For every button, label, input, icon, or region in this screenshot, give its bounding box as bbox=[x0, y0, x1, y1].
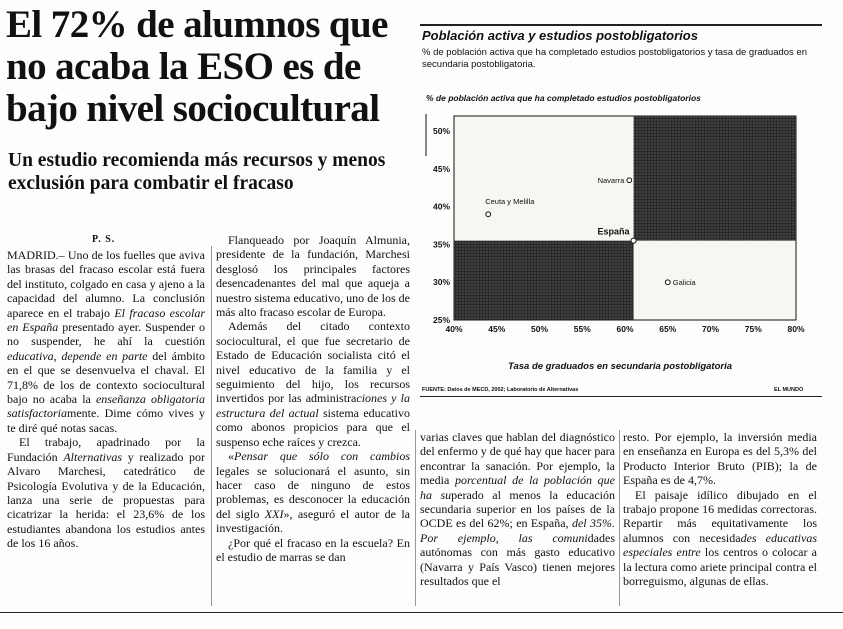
x-tick-label: 55% bbox=[573, 324, 591, 334]
italic-run: educativa, depende en parte bbox=[7, 348, 148, 363]
paragraph: Flanqueado por Joaquín Almunia, presidente de la fundación, Marchesi desglosó los principales factores desencadenantes del mal que aqueja a nuestro sistema educativo, uno de los de más alto fracaso escolar de Europa. bbox=[216, 233, 410, 320]
y-tick-label: 35% bbox=[432, 239, 450, 250]
italic-run: porcentual de la población que ha su bbox=[420, 473, 615, 502]
headline: El 72% de alumnos que no acaba la ESO es de bajo nivel sociocultural bbox=[6, 3, 388, 130]
x-tick-label: 50% bbox=[530, 324, 549, 334]
text-run: los centros o colocar a la lectura como ariete principal contra el borreguismo, algunas de ellas. bbox=[623, 545, 817, 589]
text-run: « bbox=[228, 449, 234, 464]
y-tick-label: 50% bbox=[432, 126, 450, 137]
paragraph bbox=[216, 449, 410, 535]
graphic-top-rule bbox=[420, 24, 822, 26]
graphic-bottom-rule bbox=[420, 396, 822, 397]
shaded-quadrant-top-right bbox=[634, 116, 796, 241]
text-run: mente. Dime cómo vives y te diré qué notas sacas. bbox=[7, 406, 205, 435]
italic-run: Alternativas bbox=[63, 449, 123, 464]
y-tick-label: 45% bbox=[432, 163, 450, 174]
text-run: varias claves que hablan del diagnóstico del enfermo y de qué hay que hacer para encontrar la sanación. Por ejemplo, la media bbox=[420, 430, 615, 488]
x-tick-label: 80% bbox=[787, 324, 805, 334]
x-tick-label: 45% bbox=[488, 324, 506, 334]
data-label-reference: España bbox=[597, 226, 630, 237]
data-point-reference bbox=[631, 238, 636, 243]
italic-run: Pensar que sólo con cambios bbox=[234, 449, 410, 464]
paragraph bbox=[7, 435, 205, 550]
italic-run: enseñanza obligatoria satisfactoria bbox=[7, 392, 206, 421]
paragraph: ¿Por qué el fracaso en la escuela? En el estudio de marras se dan bbox=[216, 535, 410, 564]
x-tick-label: 40% bbox=[445, 324, 463, 334]
subhead: Un estudio recomienda más recursos y menos exclusión para combatir el fracaso bbox=[8, 150, 386, 194]
paragraph bbox=[216, 319, 410, 449]
article-column-4 bbox=[623, 430, 817, 588]
data-label: Ceuta y Melilla bbox=[485, 197, 535, 207]
x-tick-label: 75% bbox=[744, 324, 762, 334]
column-divider bbox=[415, 430, 416, 606]
text-run: del ámbito en el que se desenvuelva el chaval. El 71,8% de los de contexto sociocultural bajo no acaba la bbox=[7, 348, 205, 407]
text-run: Además del citado contexto sociocultural, el que fue secretario de Estado de Educación socialista citó el nivel educativo de la familia y el seguimiento del hijo, los recursos invertidos por las administra bbox=[216, 319, 410, 406]
page-bottom-rule bbox=[0, 612, 843, 613]
graphic-credit: EL MUNDO bbox=[774, 387, 804, 393]
y-tick-label: 30% bbox=[432, 277, 450, 288]
text-run: y realizado por Alvaro Marchesi, catedrático de Psicología Evolutiva y de la Educación, lanza una serie de propuestas para cicatrizar la herida: el 23,6% de los estudiantes abandona los estudios antes de los 16 años. bbox=[7, 449, 205, 551]
chart-y-axis-label: % de población activa que ha completado estudios postobligatorios bbox=[426, 93, 701, 103]
data-point bbox=[665, 280, 670, 285]
italic-run: El fracaso escolar en España bbox=[7, 305, 205, 335]
data-point bbox=[486, 212, 491, 217]
text-run: El trabajo, apadrinado por la Fundación bbox=[7, 435, 205, 464]
italic-run: ciones y la estructura del actual bbox=[216, 391, 410, 420]
column-divider bbox=[619, 430, 620, 606]
italic-run: del 35%. Por ejemplo, las comuni bbox=[420, 516, 615, 545]
x-tick-label: 70% bbox=[701, 324, 720, 334]
article-column-3 bbox=[420, 430, 615, 588]
italic-run: des educativas especiales entre bbox=[623, 530, 817, 560]
graphic-source: FUENTE: Datos de MECD, 2002; Laboratorio de Alternativas bbox=[422, 387, 579, 393]
text-run: », aseguró el autor de la investigación. bbox=[216, 506, 411, 536]
paragraph bbox=[420, 430, 615, 588]
byline: P. S. bbox=[92, 234, 116, 245]
data-label: Navarra bbox=[597, 176, 625, 186]
x-tick-label: 65% bbox=[659, 324, 677, 334]
data-label: Galicia bbox=[672, 278, 696, 288]
y-tick-label: 25% bbox=[432, 315, 450, 325]
scatter-chart bbox=[420, 104, 815, 344]
text-run: legales se solucionará el asunto, sin hacer caso de ninguno de estos problemas, es desconocer la educación del siglo bbox=[216, 463, 410, 521]
graphic-title: Población activa y estudios postobligatorios bbox=[422, 28, 698, 43]
text-run: perado al menos la educación secundaria superior en los países de la OCDE es del 62%; en España, bbox=[420, 487, 616, 531]
article-column-2 bbox=[216, 233, 410, 564]
text-run: sistema educativo como abonos propicios para que el suspenso eche raíces y crezca. bbox=[216, 405, 410, 449]
x-tick-label: 60% bbox=[616, 324, 634, 334]
text-run: presentado ayer. Suspender o no suspender, he ahí la cuestión bbox=[7, 320, 206, 349]
paragraph bbox=[7, 248, 205, 435]
column-divider bbox=[211, 246, 212, 606]
text-run: MADRID.– Uno de los fuelles que aviva las brasas del fracaso escolar está fuera del instituto, colgado en casa y ajeno a la capacidad del alumno. La conclusión aparece en el trabajo bbox=[7, 248, 205, 320]
text-run: El paisaje idílico dibujado en el trabajo propone 16 medidas correctoras. Repartir más equitativamente los alumnos con necesida bbox=[623, 487, 817, 545]
shaded-quadrant-bottom-left bbox=[454, 241, 634, 320]
italic-run: XXI bbox=[264, 506, 284, 521]
text-run: dades autónomas con más gasto educativo (Navarra y País Vasco) tienen mejores resultados que el bbox=[420, 530, 615, 589]
article-column-1 bbox=[7, 248, 205, 551]
paragraph: resto. Por ejemplo, la inversión media en enseñanza en Europa es del 5,3% del Producto Interior Bruto (PIB); la de España es de 4,7%. bbox=[623, 430, 817, 488]
paragraph bbox=[623, 488, 817, 589]
chart-x-axis-label: Tasa de graduados en secundaria postobligatoria bbox=[508, 361, 733, 372]
data-point bbox=[627, 178, 632, 183]
y-tick-label: 40% bbox=[432, 201, 450, 212]
graphic-subtitle: % de población activa que ha completado estudios postobligatorios y tasa de graduados en secundaria postobligatoria. bbox=[422, 47, 808, 70]
